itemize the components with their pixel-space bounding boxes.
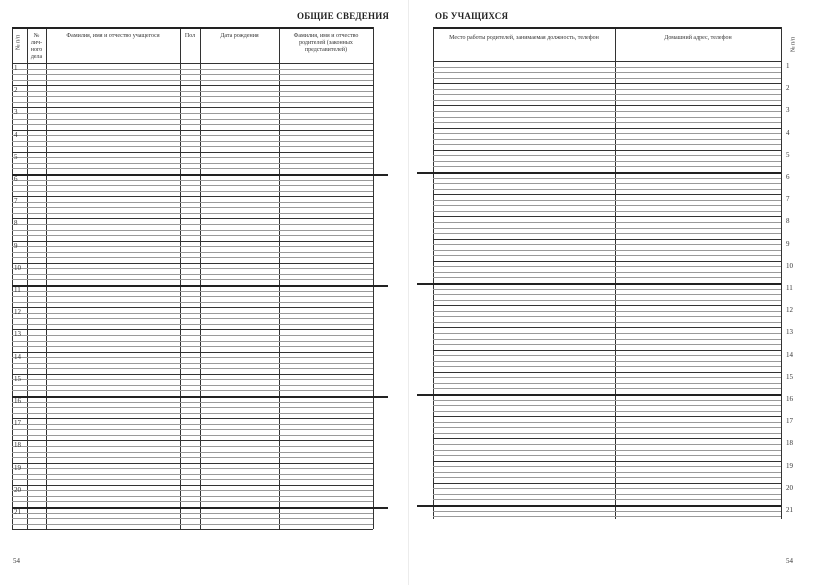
row-subline bbox=[12, 518, 373, 519]
row-subline bbox=[12, 368, 373, 369]
row-line bbox=[433, 327, 781, 328]
row-subline bbox=[12, 119, 373, 120]
row-subline bbox=[433, 388, 781, 389]
row-subline bbox=[12, 146, 373, 147]
column-header-address: Домашний адрес, телефон bbox=[664, 35, 732, 41]
row-subline bbox=[433, 211, 781, 212]
header-bottom-border bbox=[12, 63, 373, 64]
row-subline bbox=[12, 230, 373, 231]
row-subline bbox=[433, 377, 781, 378]
table-column-divider bbox=[781, 27, 782, 519]
row-number: 14 bbox=[14, 352, 21, 361]
row-subline bbox=[12, 435, 373, 436]
row-subline bbox=[433, 477, 781, 478]
row-subline bbox=[12, 402, 373, 403]
row-line bbox=[12, 130, 373, 131]
row-subline bbox=[12, 474, 373, 475]
row-subline bbox=[433, 277, 781, 278]
row-line bbox=[433, 105, 781, 106]
row-number: 5 bbox=[14, 152, 18, 161]
row-subline bbox=[12, 80, 373, 81]
row-subline bbox=[433, 422, 781, 423]
row-subline bbox=[433, 516, 781, 517]
column-header-work: Место работы родителей, занимаемая должность, телефон bbox=[449, 35, 599, 41]
row-subline bbox=[12, 74, 373, 75]
row-number: 15 bbox=[14, 374, 21, 383]
row-number: 21 bbox=[786, 506, 793, 514]
row-line bbox=[433, 261, 781, 262]
row-subline bbox=[433, 155, 781, 156]
row-subline bbox=[12, 407, 373, 408]
row-number: 2 bbox=[786, 84, 790, 93]
row-subline bbox=[12, 457, 373, 458]
row-subline bbox=[12, 390, 373, 391]
row-number: 15 bbox=[786, 372, 793, 381]
header-bottom-border bbox=[433, 61, 781, 62]
row-subline bbox=[433, 444, 781, 445]
row-subline bbox=[433, 488, 781, 489]
row-subline bbox=[433, 255, 781, 256]
row-subline bbox=[433, 161, 781, 162]
row-line bbox=[433, 372, 781, 373]
row-number: 1 bbox=[14, 64, 18, 72]
row-number: 5 bbox=[786, 150, 790, 159]
row-subline bbox=[12, 213, 373, 214]
row-subline bbox=[12, 168, 373, 169]
row-line bbox=[12, 329, 373, 330]
row-number: 17 bbox=[14, 419, 21, 428]
row-subline bbox=[12, 513, 373, 514]
block-divider bbox=[12, 507, 388, 509]
row-subline bbox=[433, 366, 781, 367]
row-number: 10 bbox=[14, 263, 21, 272]
row-number: 7 bbox=[786, 195, 790, 204]
page-number-left: 54 bbox=[13, 557, 20, 565]
row-subline bbox=[12, 207, 373, 208]
row-number: 18 bbox=[14, 441, 21, 450]
page-title-left: ОБЩИЕ СВЕДЕНИЯ bbox=[297, 11, 390, 21]
page-number-right: 54 bbox=[786, 557, 793, 565]
row-subline bbox=[12, 91, 373, 92]
row-subline bbox=[12, 496, 373, 497]
row-number: 9 bbox=[14, 241, 18, 250]
row-subline bbox=[12, 335, 373, 336]
row-line bbox=[433, 216, 781, 217]
row-subline bbox=[433, 411, 781, 412]
row-line bbox=[12, 485, 373, 486]
row-subline bbox=[433, 133, 781, 134]
row-line bbox=[433, 483, 781, 484]
row-subline bbox=[12, 191, 373, 192]
row-subline bbox=[12, 135, 373, 136]
row-line bbox=[12, 307, 373, 308]
column-header-num: № п/п bbox=[15, 34, 22, 51]
row-number: 21 bbox=[14, 508, 21, 516]
row-line bbox=[12, 152, 373, 153]
row-subline bbox=[433, 139, 781, 140]
row-subline bbox=[433, 511, 781, 512]
row-subline bbox=[433, 122, 781, 123]
row-subline bbox=[12, 446, 373, 447]
row-number: 11 bbox=[786, 284, 793, 292]
row-subline bbox=[433, 117, 781, 118]
row-subline bbox=[12, 279, 373, 280]
row-subline bbox=[433, 183, 781, 184]
row-number: 13 bbox=[14, 330, 21, 339]
row-line bbox=[12, 529, 373, 530]
row-subline bbox=[433, 472, 781, 473]
row-subline bbox=[12, 424, 373, 425]
row-subline bbox=[12, 252, 373, 253]
row-number: 3 bbox=[786, 106, 790, 115]
row-subline bbox=[12, 180, 373, 181]
row-subline bbox=[433, 450, 781, 451]
block-divider bbox=[417, 394, 781, 396]
column-header-birth: Дата рождения bbox=[220, 33, 259, 39]
row-number: 16 bbox=[786, 395, 793, 403]
row-subline bbox=[433, 266, 781, 267]
row-subline bbox=[12, 452, 373, 453]
block-divider bbox=[417, 505, 781, 507]
row-subline bbox=[433, 316, 781, 317]
row-subline bbox=[433, 178, 781, 179]
block-divider bbox=[417, 283, 781, 285]
row-subline bbox=[433, 222, 781, 223]
column-header-name: Фамилия, имя и отчество учащегося bbox=[66, 33, 160, 39]
row-number: 12 bbox=[14, 308, 21, 317]
row-number: 19 bbox=[786, 461, 793, 470]
row-line bbox=[433, 128, 781, 129]
row-number: 4 bbox=[786, 128, 790, 137]
row-subline bbox=[433, 111, 781, 112]
row-subline bbox=[433, 272, 781, 273]
row-subline bbox=[433, 455, 781, 456]
row-number: 2 bbox=[14, 86, 18, 95]
row-subline bbox=[433, 100, 781, 101]
row-subline bbox=[433, 499, 781, 500]
row-subline bbox=[433, 361, 781, 362]
row-subline bbox=[12, 69, 373, 70]
row-number: 8 bbox=[786, 217, 790, 226]
row-subline bbox=[433, 72, 781, 73]
row-subline bbox=[433, 289, 781, 290]
row-subline bbox=[12, 113, 373, 114]
row-number: 11 bbox=[14, 286, 21, 294]
row-subline bbox=[12, 479, 373, 480]
row-subline bbox=[12, 185, 373, 186]
row-number: 6 bbox=[14, 175, 18, 183]
column-header-sex: Пол bbox=[184, 33, 196, 39]
column-header-parents: Фамилия, имя и отчество родителей (законных представителей) bbox=[293, 33, 359, 53]
row-subline bbox=[12, 429, 373, 430]
row-number: 4 bbox=[14, 130, 18, 139]
row-subline bbox=[12, 124, 373, 125]
row-subline bbox=[433, 233, 781, 234]
row-subline bbox=[433, 466, 781, 467]
row-line bbox=[12, 374, 373, 375]
row-number: 7 bbox=[14, 197, 18, 206]
row-subline bbox=[12, 413, 373, 414]
row-number: 3 bbox=[14, 108, 18, 117]
row-number: 1 bbox=[786, 62, 790, 70]
row-subline bbox=[433, 344, 781, 345]
row-subline bbox=[433, 427, 781, 428]
row-subline bbox=[433, 383, 781, 384]
table-top-border bbox=[433, 27, 781, 29]
row-line bbox=[12, 241, 373, 242]
row-subline bbox=[433, 228, 781, 229]
row-line bbox=[12, 418, 373, 419]
row-line bbox=[12, 196, 373, 197]
row-subline bbox=[433, 322, 781, 323]
row-subline bbox=[12, 246, 373, 247]
row-subline bbox=[12, 341, 373, 342]
row-subline bbox=[433, 311, 781, 312]
row-subline bbox=[433, 355, 781, 356]
row-subline bbox=[433, 433, 781, 434]
row-subline bbox=[12, 202, 373, 203]
row-subline bbox=[433, 494, 781, 495]
row-subline bbox=[12, 268, 373, 269]
page-title-right: ОБ УЧАЩИХСЯ bbox=[435, 11, 509, 21]
row-number: 13 bbox=[786, 328, 793, 337]
row-subline bbox=[12, 224, 373, 225]
row-subline bbox=[433, 78, 781, 79]
row-subline bbox=[433, 89, 781, 90]
table-top-border bbox=[12, 27, 373, 29]
row-subline bbox=[433, 94, 781, 95]
row-number: 8 bbox=[14, 219, 18, 228]
row-line bbox=[433, 416, 781, 417]
row-subline bbox=[12, 291, 373, 292]
row-subline bbox=[12, 324, 373, 325]
row-subline bbox=[12, 302, 373, 303]
row-subline bbox=[433, 333, 781, 334]
row-subline bbox=[12, 157, 373, 158]
row-subline bbox=[12, 235, 373, 236]
row-subline bbox=[12, 357, 373, 358]
block-divider bbox=[12, 285, 388, 287]
row-subline bbox=[12, 102, 373, 103]
row-line bbox=[433, 150, 781, 151]
row-subline bbox=[12, 318, 373, 319]
row-subline bbox=[433, 400, 781, 401]
block-divider bbox=[12, 396, 388, 398]
row-subline bbox=[12, 313, 373, 314]
row-subline bbox=[12, 501, 373, 502]
row-subline bbox=[433, 166, 781, 167]
row-line bbox=[12, 263, 373, 264]
row-subline bbox=[12, 96, 373, 97]
row-line bbox=[433, 239, 781, 240]
row-number: 9 bbox=[786, 239, 790, 248]
row-number: 16 bbox=[14, 397, 21, 405]
row-subline bbox=[433, 405, 781, 406]
row-subline bbox=[12, 346, 373, 347]
row-subline bbox=[433, 244, 781, 245]
row-line bbox=[433, 438, 781, 439]
column-header-num: № п/п bbox=[790, 36, 797, 53]
row-line bbox=[433, 461, 781, 462]
row-subline bbox=[12, 274, 373, 275]
row-number: 14 bbox=[786, 350, 793, 359]
row-number: 17 bbox=[786, 417, 793, 426]
block-divider bbox=[12, 174, 388, 176]
row-line bbox=[12, 218, 373, 219]
row-number: 10 bbox=[786, 261, 793, 270]
row-number: 6 bbox=[786, 173, 790, 181]
row-number: 18 bbox=[786, 439, 793, 448]
row-line bbox=[433, 305, 781, 306]
row-subline bbox=[433, 144, 781, 145]
block-divider bbox=[417, 172, 781, 174]
row-line bbox=[12, 107, 373, 108]
table-column-divider bbox=[373, 27, 374, 529]
row-subline bbox=[433, 67, 781, 68]
row-line bbox=[12, 85, 373, 86]
row-subline bbox=[433, 300, 781, 301]
row-subline bbox=[12, 163, 373, 164]
row-subline bbox=[433, 205, 781, 206]
row-subline bbox=[433, 189, 781, 190]
row-subline bbox=[12, 490, 373, 491]
column-header-file: № лич-ного дела bbox=[30, 33, 43, 60]
row-subline bbox=[12, 379, 373, 380]
row-subline bbox=[433, 200, 781, 201]
row-line bbox=[12, 463, 373, 464]
row-subline bbox=[12, 257, 373, 258]
row-subline bbox=[433, 250, 781, 251]
row-subline bbox=[12, 363, 373, 364]
row-subline bbox=[12, 468, 373, 469]
row-subline bbox=[433, 339, 781, 340]
row-line bbox=[433, 350, 781, 351]
row-subline bbox=[12, 524, 373, 525]
row-number: 20 bbox=[786, 483, 793, 492]
row-line bbox=[433, 83, 781, 84]
row-line bbox=[12, 440, 373, 441]
row-line bbox=[433, 194, 781, 195]
row-number: 20 bbox=[14, 485, 21, 494]
row-subline bbox=[12, 141, 373, 142]
row-subline bbox=[433, 294, 781, 295]
row-number: 19 bbox=[14, 463, 21, 472]
right-page bbox=[409, 0, 818, 585]
row-number: 12 bbox=[786, 306, 793, 315]
row-subline bbox=[12, 296, 373, 297]
row-line bbox=[12, 352, 373, 353]
row-subline bbox=[12, 385, 373, 386]
